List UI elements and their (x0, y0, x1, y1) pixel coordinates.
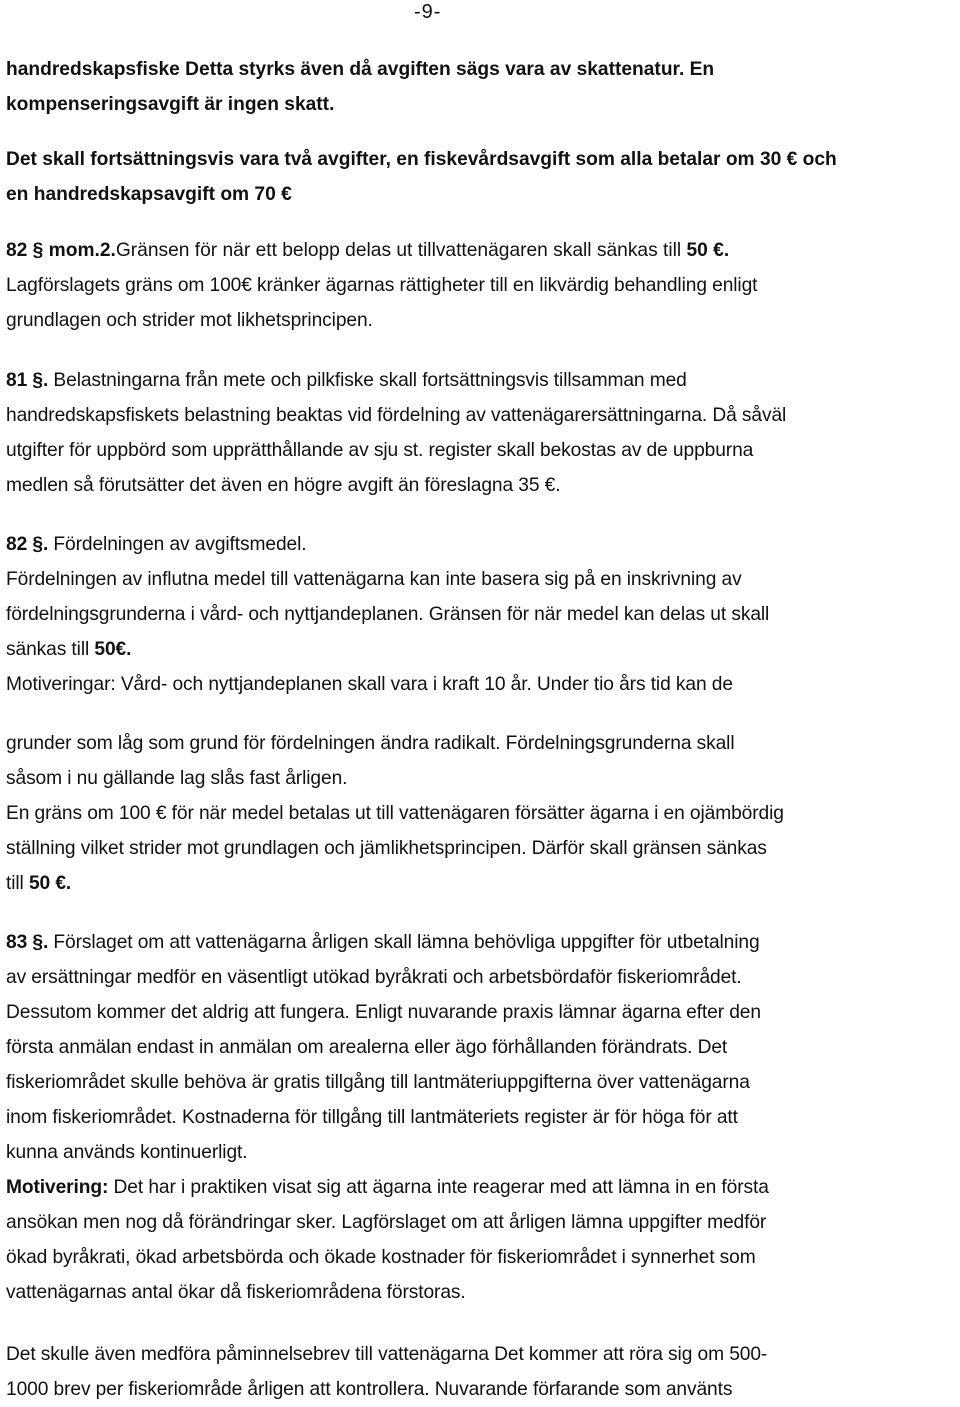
text-run: Fördelningen av avgiftsmedel. (48, 534, 307, 555)
text-line: såsom i nu gällande lag slås fast årligen. (6, 768, 348, 789)
text-line: grundlagen och strider mot likhetsprincipen. (6, 310, 373, 331)
text-line: grunder som låg som grund för fördelningen ändra radikalt. Fördelningsgrunderna skall (6, 733, 735, 754)
text-line: 1000 brev per fiskeriområde årligen att kontrollera. Nuvarande förfarande som använts (6, 1379, 733, 1400)
text-line: medlen så förutsätter det även en högre avgift än föreslagna 35 €. (6, 475, 561, 496)
text-line: ansökan men nog då förändringar sker. Lagförslaget om att årligen lämna uppgifter medför (6, 1212, 767, 1233)
text-line: utgifter för uppbörd som upprätthållande av sju st. register skall bekostas av de uppburna (6, 440, 754, 461)
text-line: vattenägarnas antal ökar då fiskeriområdena förstoras. (6, 1282, 466, 1303)
text-line: fördelningsgrunderna i vård- och nyttjandeplanen. Gränsen för när medel kan delas ut skall (6, 604, 770, 625)
text-line: en handredskapsavgift om 70 € (6, 184, 292, 205)
text-line: fiskeriområdet skulle behöva är gratis tillgång till lantmäteriuppgifterna över vattenägarna (6, 1072, 750, 1093)
text-run: Belastningarna från mete och pilkfiske skall fortsättningsvis tillsamman med (48, 370, 687, 391)
text-run: Det har i praktiken visat sig att ägarna inte reagerar med att lämna in en första (108, 1177, 769, 1198)
text-line (6, 233, 954, 268)
text-line: Lagförslagets gräns om 100€ kränker ägarnas rättigheter till en likvärdig behandling enligt (6, 275, 758, 296)
section-reference: 83 §. (6, 932, 49, 953)
section-reference: 82 §. (6, 534, 49, 555)
text-line: handredskapsfiskets belastning beaktas vid fördelning av vattenägarersättningarna. Då såväl (6, 405, 787, 426)
text-line (6, 1170, 954, 1205)
page-number: -9- (414, 1, 442, 23)
text-run: till (6, 873, 29, 894)
text-line: första anmälan endast in anmälan om arealerna eller ägo förhållanden förändrats. Det (6, 1037, 728, 1058)
text-line: En gräns om 100 € för när medel betalas ut till vattenägaren försätter ägarna i en ojämbördig (6, 803, 784, 824)
text-line (6, 632, 954, 667)
paragraph-2 (6, 142, 954, 212)
paragraph-7 (6, 925, 954, 1310)
text-line: Dessutom kommer det aldrig att fungera. Enligt nuvarande praxis lämnar ägarna efter den (6, 1002, 761, 1023)
text-line: Fördelningen av influtna medel till vattenägarna kan inte basera sig på en inskrivning av (6, 569, 742, 590)
text-run: sänkas till (6, 639, 95, 660)
text-line: Motiveringar: Vård- och nyttjandeplanen skall vara i kraft 10 år. Under tio års tid kan de (6, 674, 733, 695)
text-run: Förslaget om att vattenägarna årligen skall lämna behövliga uppgifter för utbetalning (48, 932, 760, 953)
text-line: inom fiskeriområdet. Kostnaderna för tillgång till lantmäteriets register är för höga för att (6, 1107, 738, 1128)
text-line: kompenseringsavgift är ingen skatt. (6, 94, 335, 115)
paragraph-1 (6, 52, 954, 122)
text-line (6, 925, 954, 960)
paragraph-8 (6, 1337, 954, 1407)
text-line: av ersättningar medför en väsentligt utökad byråkrati och arbetsbördaför fiskeriområdet. (6, 967, 742, 988)
paragraph-3 (6, 233, 954, 338)
amount-value: 50 €. (28, 873, 72, 894)
text-run: Gränsen för när ett belopp delas ut tillvattenägaren skall sänkas till (115, 240, 687, 261)
amount-value: 50 €. (686, 240, 730, 261)
text-line: ställning vilket strider mot grundlagen och jämlikhetsprincipen. Därför skall gränsen sänkas (6, 838, 767, 859)
section-reference: 81 §. (6, 370, 49, 391)
text-line: handredskapsfiske Detta styrks även då avgiften sägs vara av skattenatur. En (6, 59, 715, 80)
text-line (6, 363, 954, 398)
text-line (6, 527, 954, 562)
text-line: Det skall fortsättningsvis vara två avgifter, en fiskevårdsavgift som alla betalar om 30 € och (6, 149, 837, 170)
paragraph-4 (6, 363, 954, 503)
amount-value: 50€. (94, 639, 132, 660)
paragraph-6 (6, 726, 954, 901)
paragraph-5 (6, 527, 954, 702)
motivation-label: Motivering: (6, 1177, 109, 1198)
text-line: ökad byråkrati, ökad arbetsbörda och ökade kostnader för fiskeriområdet i synnerhet som (6, 1247, 756, 1268)
text-line (6, 866, 954, 901)
section-reference: 82 § mom.2. (6, 240, 116, 261)
text-line: Det skulle även medföra påminnelsebrev till vattenägarna Det kommer att röra sig om 500- (6, 1344, 768, 1365)
text-line: kunna används kontinuerligt. (6, 1142, 248, 1163)
